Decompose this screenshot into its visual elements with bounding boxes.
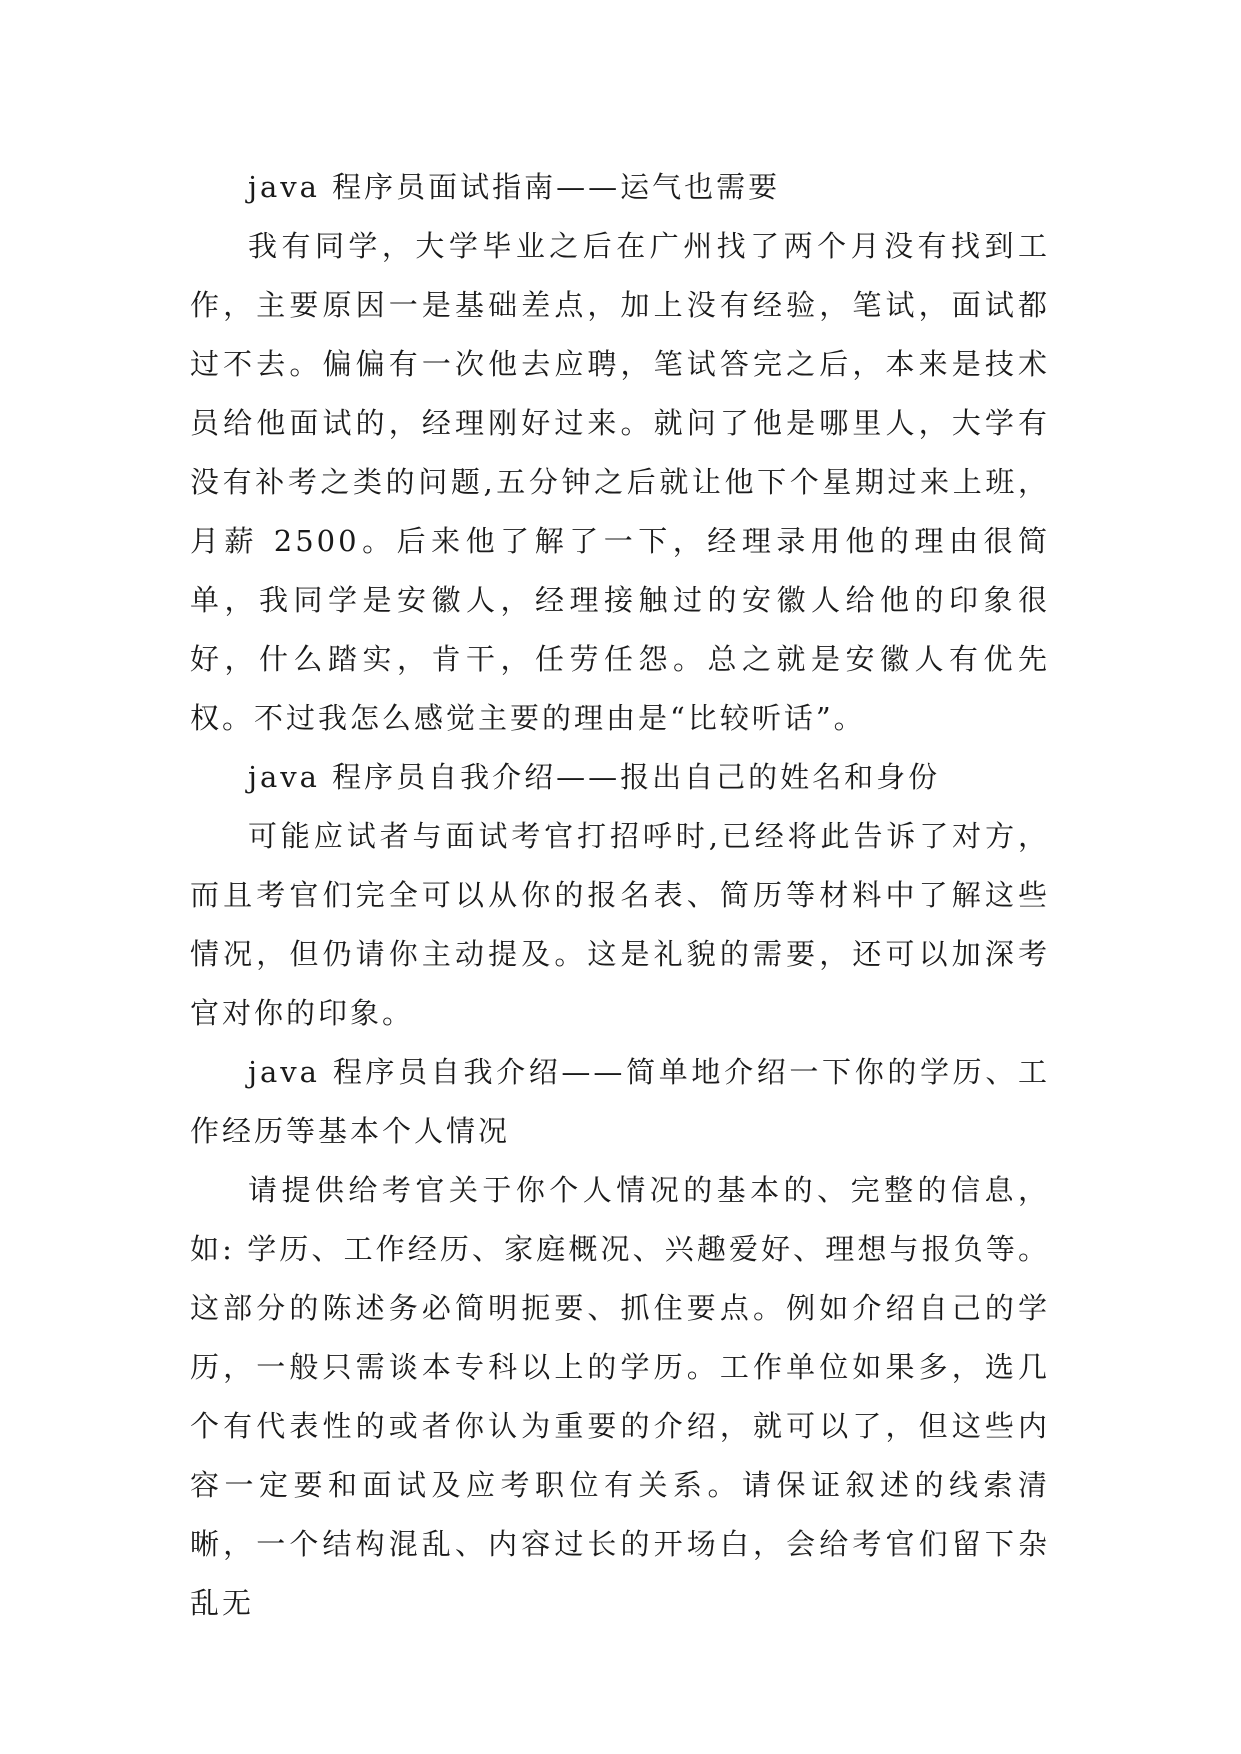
document-body [190, 158, 1050, 1633]
section-heading-education-work: java 程序员自我介绍——简单地介绍一下你的学历、工作经历等基本个人情况 [190, 1055, 1050, 1148]
paragraph-classmate-story: 我有同学，大学毕业之后在广州找了两个月没有找到工作，主要原因一是基础差点，加上没有经验，笔试，面试都过不去。偏偏有一次他去应聘，笔试答完之后，本来是技术员给他面试的，经理刚好过来。就问了他是哪里人，大学有没有补考之类的问题,五分钟之后就让他下个星期过来上班，月薪 2500。后来他了解了一下，经理录用他的理由很简单，我同学是安徽人，经理接触过的安徽人给他的印象很好，什么踏实，肯干，任劳任怨。总之就是安徽人有优先权。不过我怎么感觉主要的理由是“比较听话”。 [190, 229, 1050, 735]
paragraph-education-work: 请提供给考官关于你个人情况的基本的、完整的信息，如: 学历、工作经历、家庭概况、兴趣爱好、理想与报负等。这部分的陈述务必简明扼要、抓住要点。例如介绍自己的学历，一般只需谈本专科以上的学历。工作单位如果多，选几个有代表性的或者你认为重要的介绍，就可以了，但这些内容一定要和面试及应考职位有关系。请保证叙述的线索清晰，一个结构混乱、内容过长的开场白，会给考官们留下杂乱无 [190, 1173, 1050, 1620]
paragraph-name-identity: 可能应试者与面试考官打招呼时,已经将此告诉了对方，而且考官们完全可以从你的报名表、简历等材料中了解这些情况，但仍请你主动提及。这是礼貌的需要，还可以加深考官对你的印象。 [190, 819, 1050, 1030]
section-heading-interview-luck: java 程序员面试指南——运气也需要 [248, 170, 781, 204]
section-heading-name-identity: java 程序员自我介绍——报出自己的姓名和身份 [248, 760, 941, 794]
